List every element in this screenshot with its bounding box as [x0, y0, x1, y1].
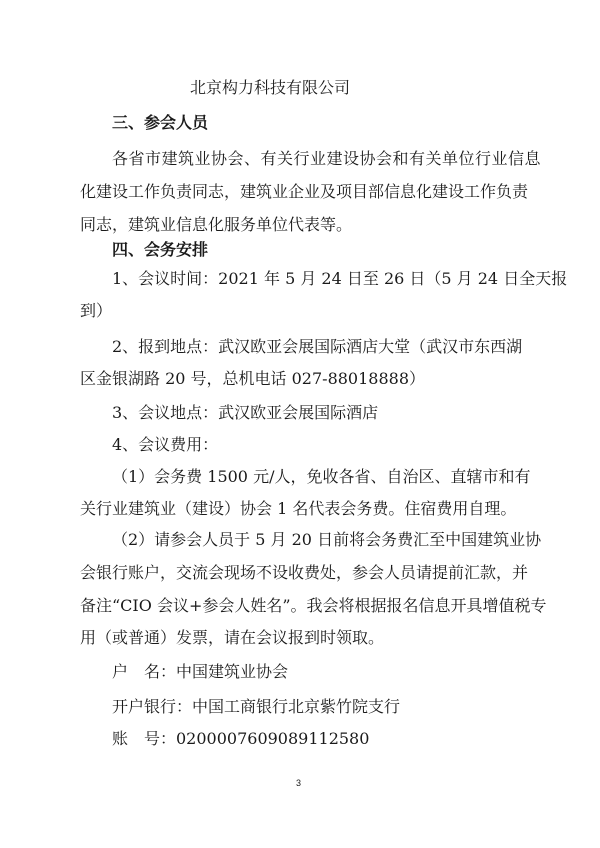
fee-item-line: 关行业建筑业（建设）协会 1 名代表会务费。住宿费用自理。: [80, 499, 517, 518]
payment-instruction-line: 备注“CIO 会议+参会人姓名”。我会将根据报名信息开具增值税专: [80, 596, 547, 615]
account-number-line: 账 号：0200007609089112580: [112, 729, 370, 748]
payment-instruction-line: 会银行账户，交流会现场不设收费处，参会人员请提前汇款，并: [80, 563, 529, 582]
meeting-time-line: 到）: [80, 301, 113, 320]
section-heading-arrangements: 四、会务安排: [112, 240, 209, 259]
registration-location-line: 2、报到地点：武汉欧亚会展国际酒店大堂（武汉市东西湖: [112, 337, 523, 356]
meeting-location-line: 3、会议地点：武汉欧亚会展国际酒店: [112, 403, 379, 422]
company-name: 北京构力科技有限公司: [190, 78, 351, 97]
registration-location-line: 区金银湖路 20 号，总机电话 027-88018888）: [80, 369, 426, 388]
bank-name-line: 开户银行：中国工商银行北京紫竹院支行: [112, 697, 401, 716]
account-name-line: 户 名：中国建筑业协会: [112, 662, 289, 681]
participants-text-line: 化建设工作负责同志，建筑业企业及项目部信息化建设工作负责: [80, 182, 529, 201]
section-heading-participants: 三、参会人员: [112, 113, 209, 132]
payment-instruction-line: 用（或普通）发票，请在会议报到时领取。: [80, 628, 385, 647]
payment-instruction-line: （2）请参会人员于 5 月 20 日前将会务费汇至中国建筑业协: [112, 530, 542, 549]
page-number: 3: [296, 778, 302, 788]
fee-item-line: （1）会务费 1500 元/人，免收各省、自治区、直辖市和有: [112, 467, 531, 486]
meeting-time-line: 1、会议时间：2021 年 5 月 24 日至 26 日（5 月 24 日全天报: [112, 269, 568, 288]
participants-text-line: 同志，建筑业信息化服务单位代表等。: [80, 215, 353, 234]
participants-text-line: 各省市建筑业协会、有关行业建设协会和有关单位行业信息: [112, 149, 542, 168]
meeting-fee-heading: 4、会议费用：: [112, 435, 219, 454]
